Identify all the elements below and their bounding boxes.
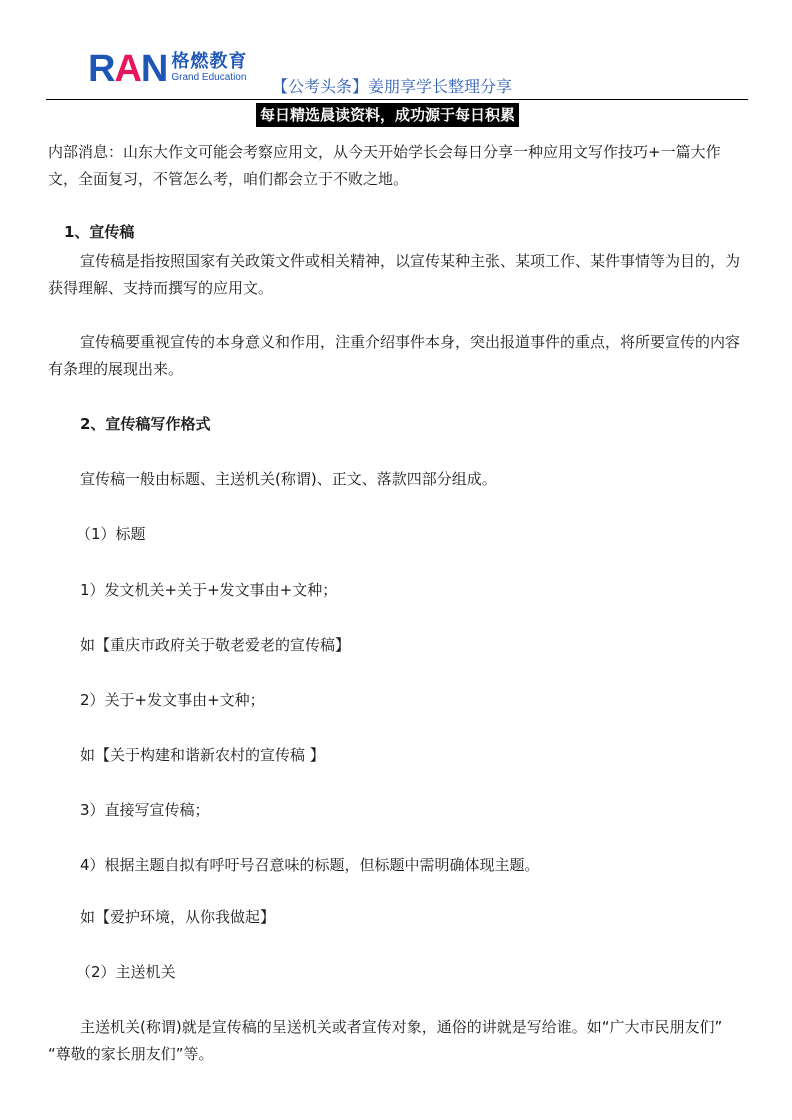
logo bbox=[88, 50, 247, 90]
subheading-recipient: （2）主送机关 bbox=[76, 963, 176, 981]
paragraph-4: 主送机关(称谓)就是宣传稿的呈送机关或者宣传对象，通俗的讲就是写给谁。如“广大市民朋友们” “尊敬的家长朋友们”等。 bbox=[48, 1018, 723, 1063]
example-item: 如【爱护环境，从你我做起】 bbox=[80, 908, 276, 926]
list-item: 1）发文机关+关于+发文事由+文种； bbox=[80, 581, 338, 599]
header-divider bbox=[46, 99, 748, 100]
subheading-title: （1）标题 bbox=[76, 525, 146, 543]
header-note: 【公考头条】姜朋享学长整理分享 bbox=[272, 77, 513, 96]
logo-ran-mark: RAN bbox=[88, 48, 168, 90]
logo-cn-name: 格燃教育 bbox=[171, 51, 248, 72]
heading-1: 1、宣传稿 bbox=[64, 223, 135, 241]
paragraph-3: 宣传稿一般由标题、主送机关(称谓)、正文、落款四部分组成。 bbox=[80, 470, 497, 488]
paragraph-2: 宣传稿要重视宣传的本身意义和作用，注重介绍事件本身，突出报道事件的重点，将所要宣传的内容有条理的展现出来。 bbox=[48, 333, 741, 378]
intro-paragraph: 内部消息：山东大作文可能会考察应用文，从今天开始学长会每日分享一种应用文写作技巧+一篇大作文，全面复习，不管怎么考，咱们都会立于不败之地。 bbox=[48, 143, 721, 188]
logo-en-name: Grand Education bbox=[171, 72, 247, 83]
banner: 每日精选晨读资料，成功源于每日积累 bbox=[256, 103, 519, 127]
paragraph-1: 宣传稿是指按照国家有关政策文件或相关精神，以宣传某种主张、某项工作、某件事情等为目的，为获得理解、支持而撰写的应用文。 bbox=[48, 252, 741, 297]
example-item: 如【关于构建和谐新农村的宣传稿 】 bbox=[80, 746, 325, 764]
list-item: 3）直接写宣传稿； bbox=[80, 801, 210, 819]
logo-text bbox=[171, 52, 247, 84]
heading-2: 2、宣传稿写作格式 bbox=[80, 415, 211, 433]
list-item: 2）关于+发文事由+文种； bbox=[80, 691, 265, 709]
list-item: 4）根据主题自拟有呼吁号召意味的标题，但标题中需明确体现主题。 bbox=[80, 856, 540, 874]
example-item: 如【重庆市政府关于敬老爱老的宣传稿】 bbox=[80, 636, 351, 654]
